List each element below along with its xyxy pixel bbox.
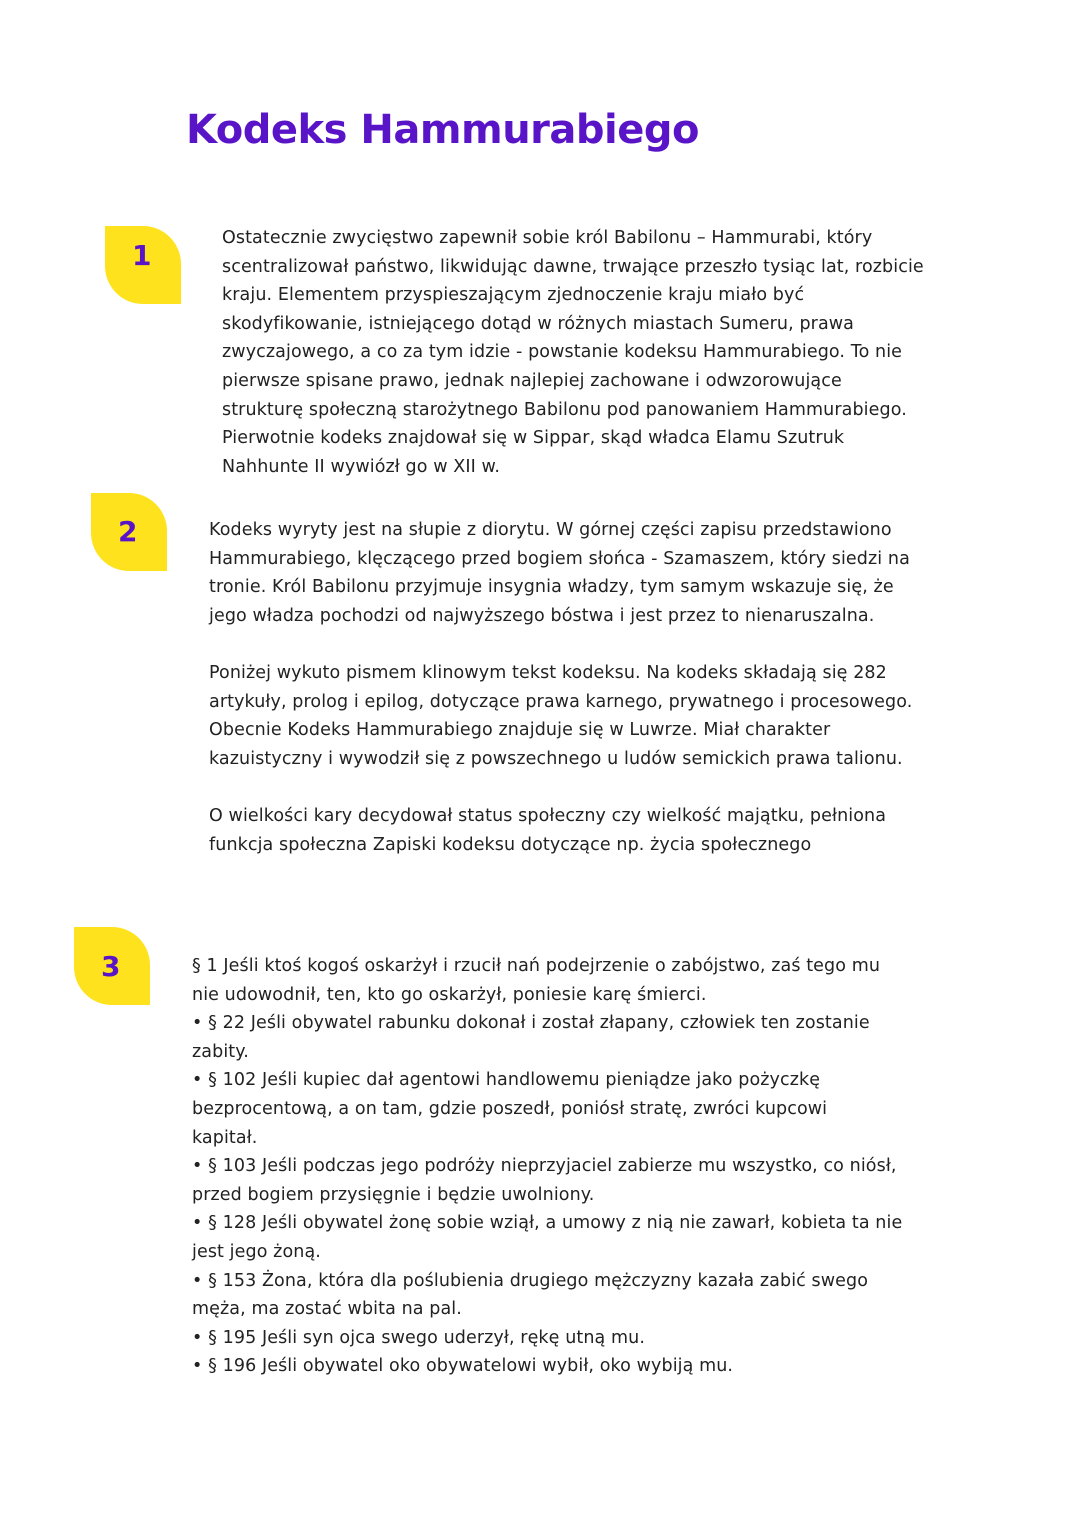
text-line: tronie. Król Babilonu przyjmuje insygnia władzy, tym samym wskazuje się, że (209, 577, 894, 598)
paragraph-lines (209, 802, 886, 859)
text-line: skodyfikowanie, istniejącego dotąd w różnych miastach Sumeru, prawa (222, 313, 855, 334)
text-line: Pierwotnie kodeks znajdował się w Sippar, skąd władca Elamu Szutruk (222, 428, 845, 449)
text-line: scentralizował państwo, likwidując dawne, trwające przeszło tysiąc lat, rozbicie (222, 256, 924, 277)
page-title: Kodeks Hammurabiego (186, 107, 699, 153)
text-line: jego władza pochodzi od najwyższego bóstwa i jest przez to nienaruszalna. (209, 605, 875, 626)
text-line: Nahhunte II wywiózł go w XII w. (222, 456, 501, 477)
text-line: artykuły, prolog i epilog, dotyczące prawa karnego, prywatnego i procesowego. (209, 691, 913, 712)
text-line: zabity. (192, 1041, 249, 1062)
text-line: Hammurabiego, klęczącego przed bogiem słońca - Szamaszem, który siedzi na (209, 548, 910, 569)
section-2-paragraph (209, 802, 886, 859)
text-line: Ostatecznie zwycięstwo zapewnił sobie król Babilonu – Hammurabi, który (222, 228, 873, 248)
text-line: zwyczajowego, a co za tym idzie - powstanie kodeksu Hammurabiego. To nie (222, 342, 903, 363)
text-line: przed bogiem przysięgnie i będzie uwolniony. (192, 1184, 595, 1205)
text-line: nie udowodnił, ten, kto go oskarżył, poniesie karę śmierci. (192, 984, 707, 1005)
section-3-paragraph (192, 952, 902, 1381)
text-line: Obecnie Kodeks Hammurabiego znajduje się w Luwrze. Miał charakter (209, 720, 831, 741)
text-line: bezprocentową, a on tam, gdzie poszedł, poniósł stratę, zwróci kupcowi (192, 1098, 828, 1119)
text-line: O wielkości kary decydował status społeczny czy wielkość majątku, pełniona (209, 806, 887, 826)
text-line: pierwsze spisane prawo, jednak najlepiej zachowane i odwzorowujące (222, 370, 842, 391)
text-line: • § 128 Jeśli obywatel żonę sobie wziął, a umowy z nią nie zawarł, kobieta ta nie (192, 1213, 903, 1234)
text-line: § 1 Jeśli ktoś kogoś oskarżył i rzucił nań podejrzenie o zabójstwo, zaś tego mu (192, 956, 881, 976)
section-number: 3 (101, 950, 121, 983)
paragraph-lines (209, 516, 910, 630)
text-line: Kodeks wyryty jest na słupie z diorytu. W górnej części zapisu przedstawiono (209, 520, 892, 540)
text-line: Poniżej wykuto pismem klinowym tekst kodeksu. Na kodeks składają się 282 (209, 663, 887, 683)
text-line: funkcja społeczna Zapiski kodeksu dotyczące np. życia społecznego (209, 834, 812, 855)
section-2-paragraph (209, 659, 912, 773)
text-line: • § 22 Jeśli obywatel rabunku dokonał i został złapany, człowiek ten zostanie (192, 1013, 870, 1034)
text-line: • § 153 Żona, która dla poślubienia drugiego mężczyzny kazała zabić swego (192, 1270, 869, 1291)
text-line: • § 102 Jeśli kupiec dał agentowi handlowemu pieniądze jako pożyczkę (192, 1070, 821, 1091)
section-1-paragraph (222, 224, 924, 481)
text-line: • § 195 Jeśli syn ojca swego uderzył, rękę utną mu. (192, 1327, 646, 1348)
paragraph-lines (222, 224, 924, 481)
section-number: 1 (132, 239, 152, 272)
section-2-paragraph (209, 516, 910, 630)
text-line: jest jego żoną. (192, 1241, 321, 1262)
text-line: męża, ma zostać wbita na pal. (192, 1299, 462, 1320)
text-line: kazuistyczny i wywodził się z powszechnego u ludów semickich prawa talionu. (209, 748, 903, 769)
paragraph-lines (192, 952, 902, 1381)
text-line: • § 196 Jeśli obywatel oko obywatelowi wybił, oko wybiją mu. (192, 1356, 734, 1377)
section-number: 2 (118, 515, 138, 548)
text-line: strukturę społeczną starożytnego Babilonu pod panowaniem Hammurabiego. (222, 399, 907, 420)
text-line: kapitał. (192, 1127, 258, 1148)
text-line: kraju. Elementem przyspieszającym zjednoczenie kraju miało być (222, 285, 805, 306)
text-line: • § 103 Jeśli podczas jego podróży nieprzyjaciel zabierze mu wszystko, co niósł, (192, 1156, 897, 1177)
paragraph-lines (209, 659, 912, 773)
